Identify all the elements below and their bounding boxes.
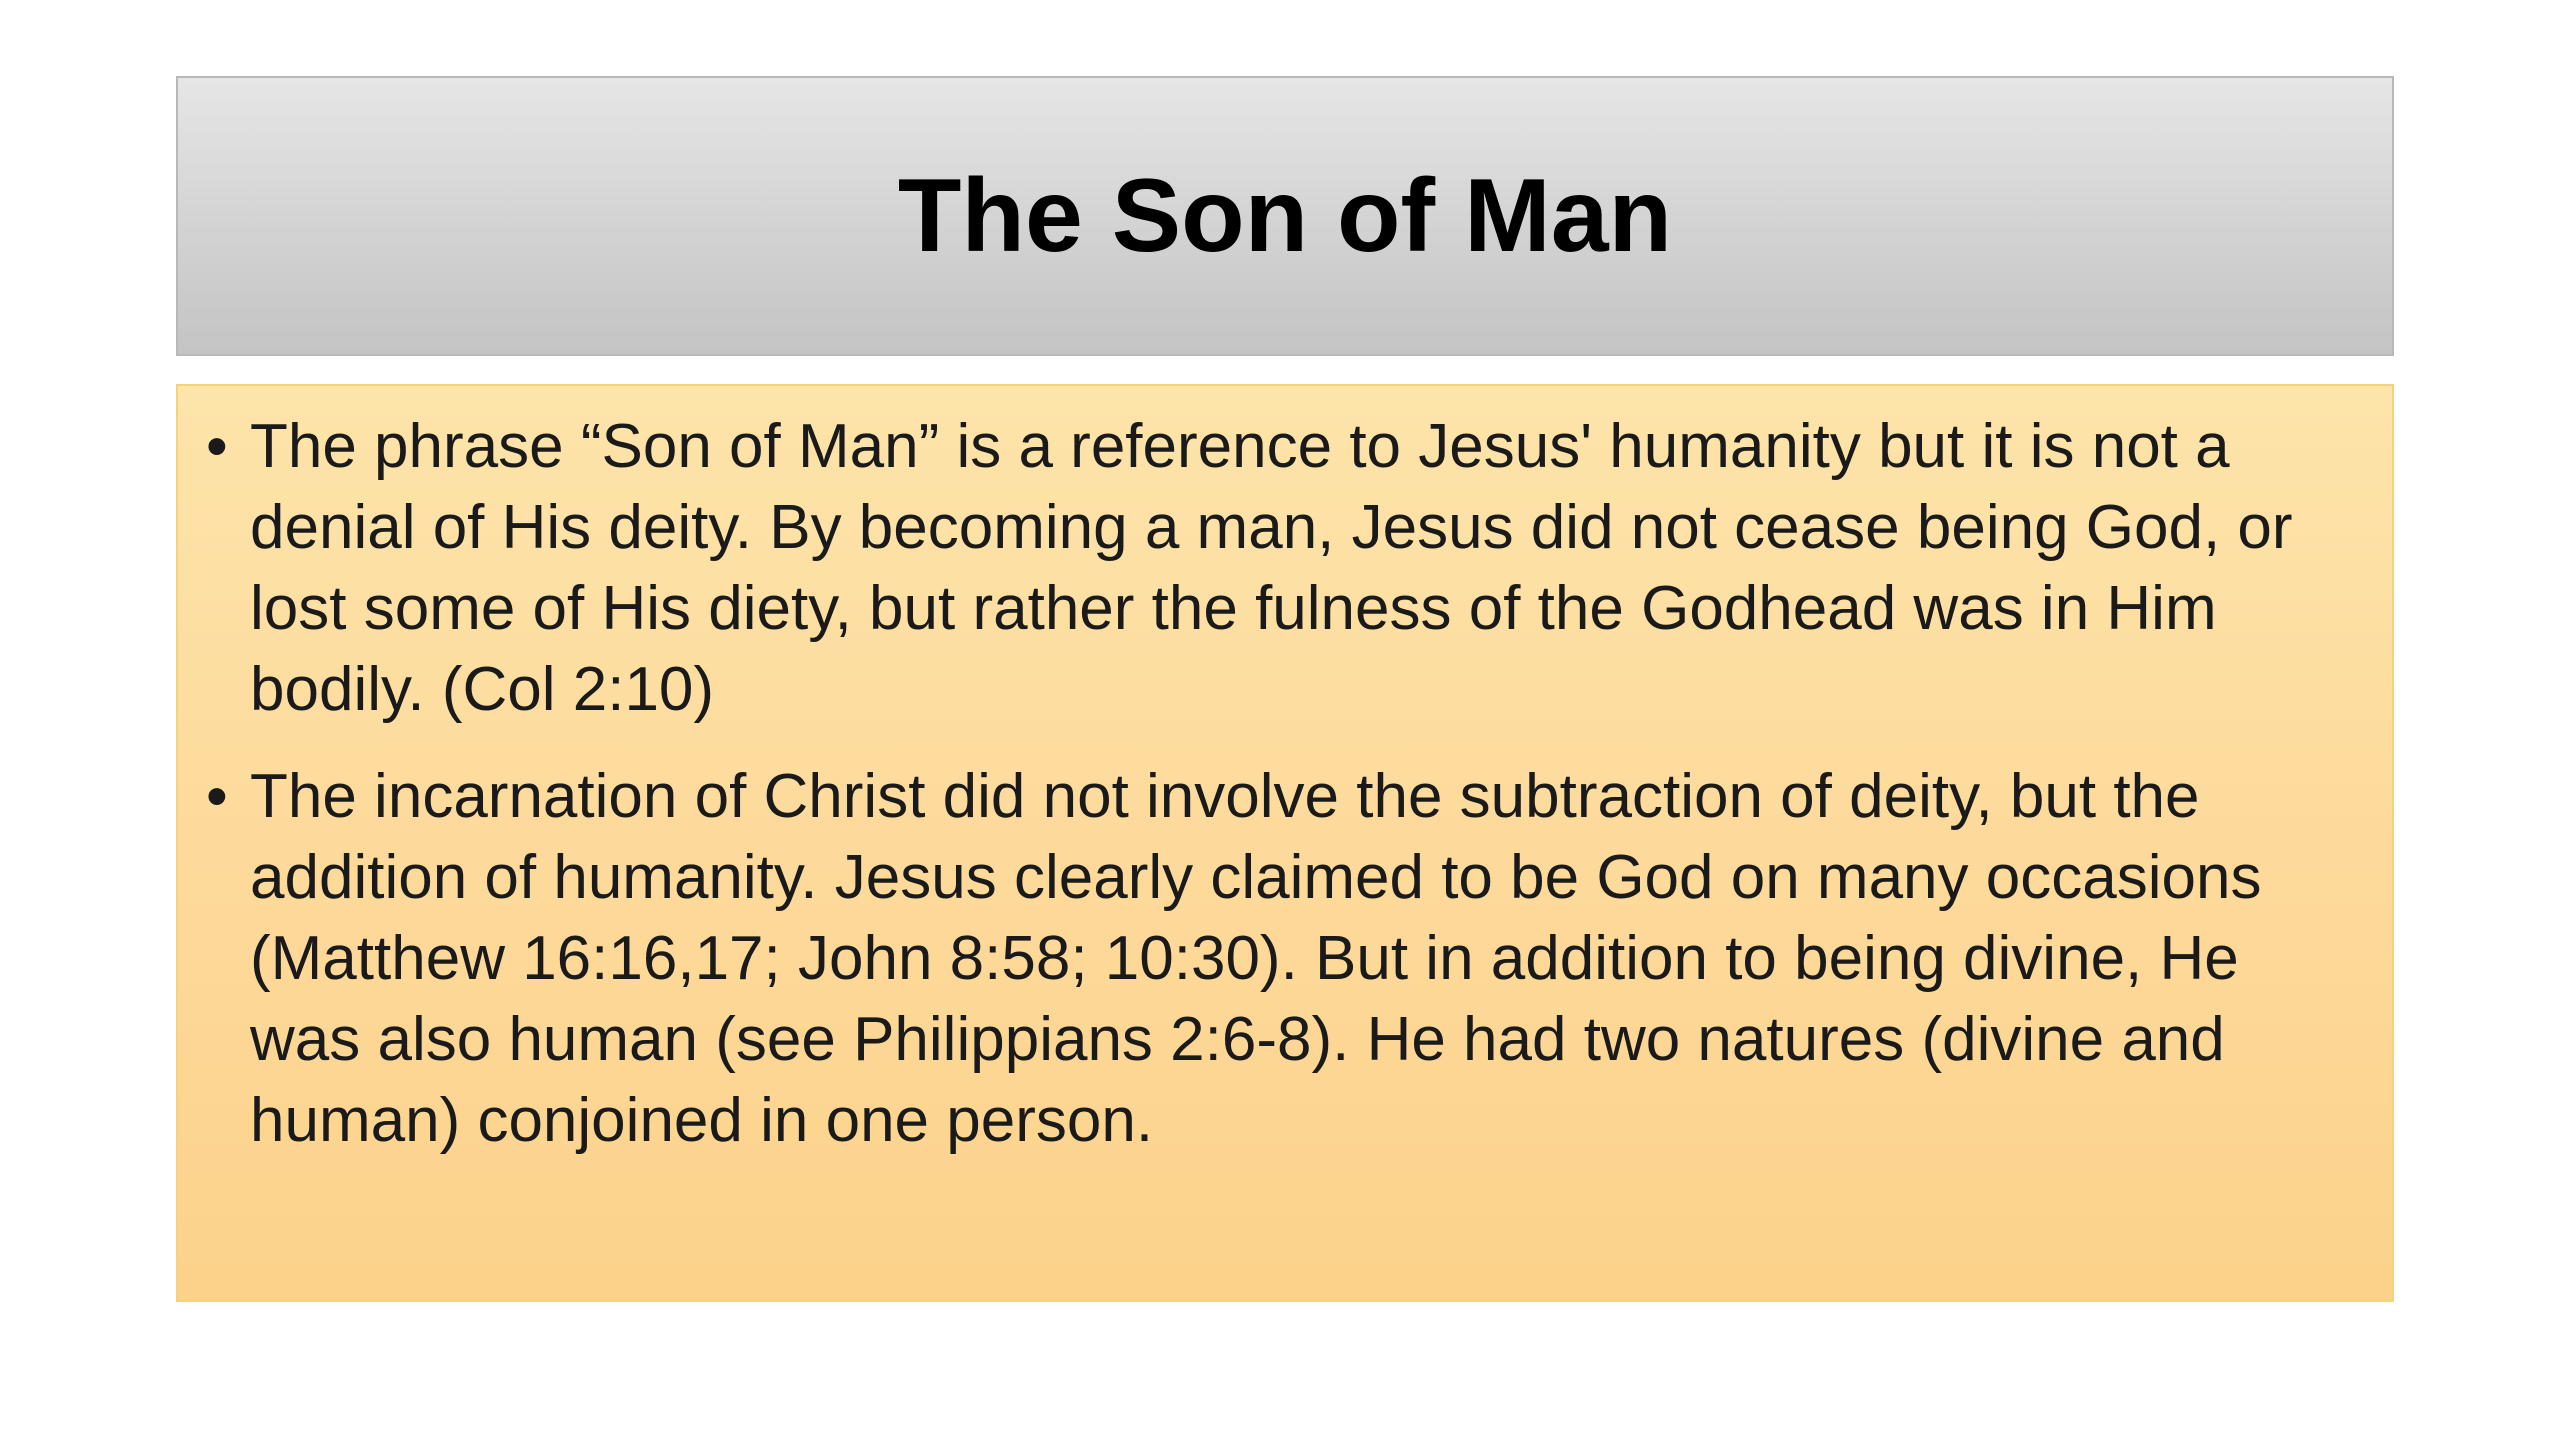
slide-title: The Son of Man — [897, 158, 1673, 274]
slide-title-banner — [176, 76, 2394, 356]
bullet-text: The phrase “Son of Man” is a reference to Jesus' humanity but it is not a denial of His deity. By becoming a man, Jesus did not cease being God, or lost some of His diety, but rather the fulness of the Godhead was in Him bodily. (Col 2:10) — [250, 412, 2293, 724]
bullet-item — [198, 406, 2352, 730]
bullet-icon: • — [206, 762, 228, 831]
bullet-item — [198, 756, 2352, 1161]
bullet-list — [198, 406, 2352, 1161]
bullet-text: The incarnation of Christ did not involve the subtraction of deity, but the addition of humanity. Jesus clearly claimed to be God on many occasions (Matthew 16:16,17; John 8:58; 10:30). But in addition to being divine, He was also human (see Philippians 2:6-8). He had two natures (divine and human) conjoined in one person. — [250, 762, 2262, 1155]
slide-content-box — [176, 384, 2394, 1302]
bullet-icon: • — [206, 412, 228, 481]
